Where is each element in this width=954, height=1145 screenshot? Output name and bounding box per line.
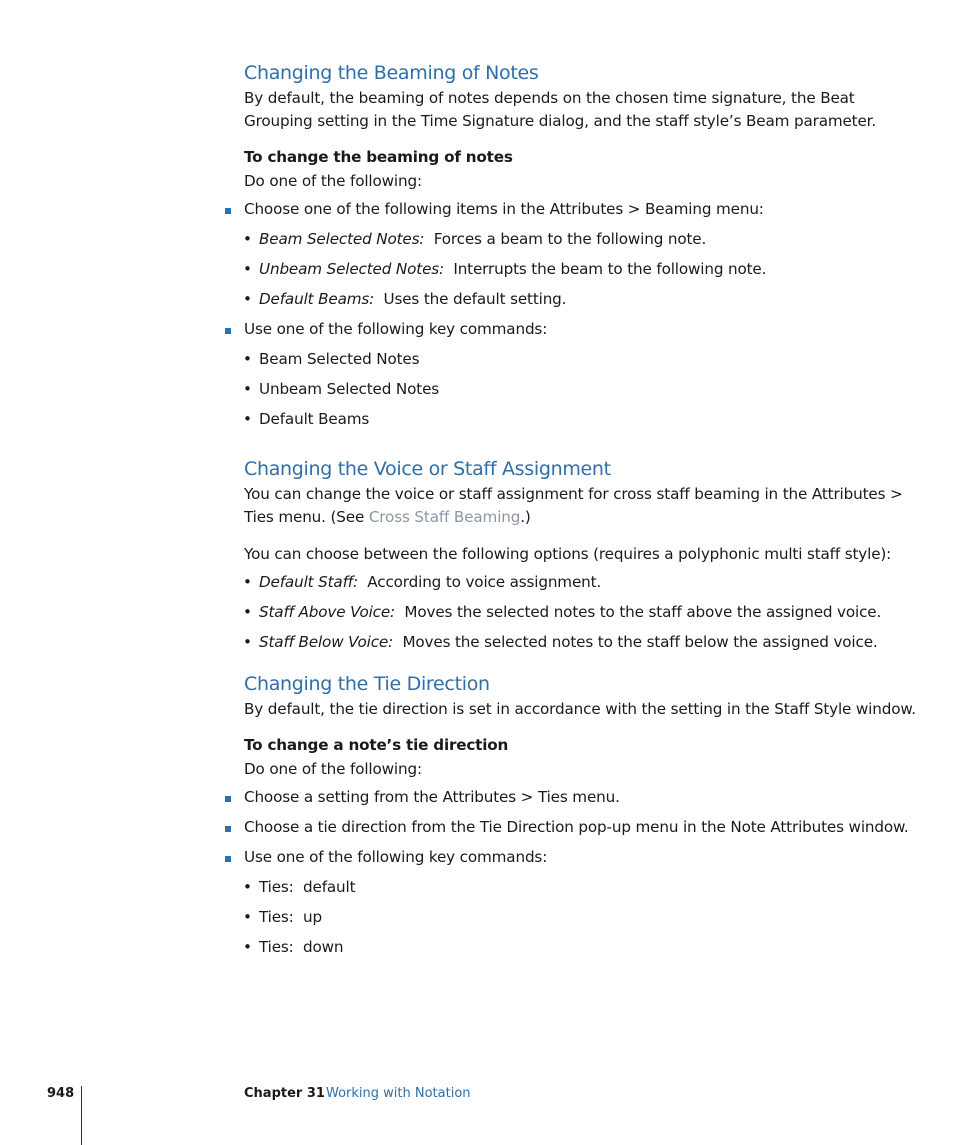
bullet-icon: • — [243, 603, 252, 621]
section-heading-tie-direction: Changing the Tie Direction — [244, 673, 490, 695]
section-intro-voice-staff: You can change the voice or staff assignment for cross staff beaming in the Attributes > Ties menu. (See Cross Staff Beaming.) — [244, 485, 903, 526]
square-bullet-icon — [225, 208, 231, 214]
bullet-icon: • — [243, 230, 252, 248]
bullet-icon: • — [243, 380, 252, 398]
procedure-title-tie-direction: To change a note’s tie direction — [244, 736, 509, 754]
bullet-icon: • — [243, 633, 252, 651]
section-intro-tie-direction: By default, the tie direction is set in accordance with the setting in the Staff Style window. — [244, 700, 916, 718]
square-bullet-icon — [225, 796, 231, 802]
section-heading-voice-staff: Changing the Voice or Staff Assignment — [244, 458, 611, 480]
bullet-icon: • — [243, 878, 252, 896]
procedure-title-beaming: To change the beaming of notes — [244, 148, 513, 166]
footer-divider — [81, 1086, 82, 1145]
bullet-icon: • — [243, 908, 252, 926]
bullet-icon: • — [243, 290, 252, 308]
square-bullet-icon — [225, 328, 231, 334]
footer-chapter: Chapter 31 — [244, 1086, 325, 1101]
procedure-lead-beaming: Do one of the following: — [244, 172, 422, 190]
bullet-icon: • — [243, 410, 252, 428]
bullet-icon: • — [243, 350, 252, 368]
section-intro-beaming: By default, the beaming of notes depends on the chosen time signature, the Beat Grouping setting in the Time Signature dialog, and the staff style’s Beam parameter. — [244, 89, 877, 130]
bullet-icon: • — [243, 938, 252, 956]
section-heading-beaming: Changing the Beaming of Notes — [244, 62, 539, 84]
section-paragraph-options: You can choose between the following options (requires a polyphonic multi staff style): — [244, 545, 892, 563]
footer-chapter-title: Working with Notation — [326, 1086, 471, 1101]
procedure-lead-tie-direction: Do one of the following: — [244, 760, 422, 778]
cross-staff-beaming-link[interactable]: Cross Staff Beaming — [368, 508, 521, 526]
square-bullet-icon — [225, 826, 231, 832]
page-number: 948 — [47, 1086, 75, 1101]
square-bullet-icon — [225, 856, 231, 862]
bullet-icon: • — [243, 260, 252, 278]
bullet-icon: • — [243, 573, 252, 591]
